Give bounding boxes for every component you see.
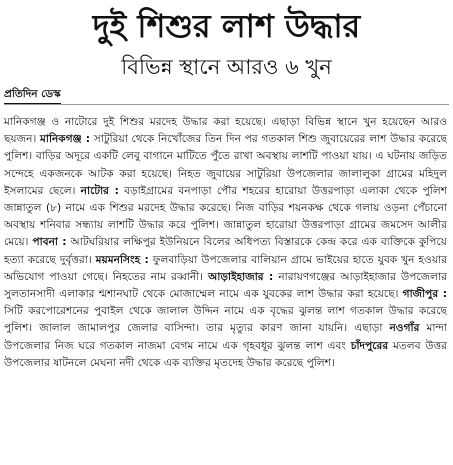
- body-text-segment: মান্দা উপজেলার নিজ ঘরে গতকাল নাজমা বেগম নামে এক গৃহবধূর ঝুলন্ত লাশ এবং: [4, 322, 447, 352]
- location-label: পাবনা :: [32, 236, 67, 249]
- body-text-segment: সিটি করপোরেশনের পুবাইল থেকে জালাল উদ্দিন নামে এক বৃদ্ধের ঝুলন্ত লাশ গতকাল উদ্ধার করেছে পুলিশ। জালাল জামালপুর জেলার বাসিন্দা। তার মৃত্যুর কারণ জানা যায়নি। এছাড়া: [4, 305, 447, 335]
- body-text-segment: ফুলবাড়িয়া উপজেলার বালিয়ান গ্রামে ভাইয়ের হাতে যুবক খুন হওয়ার অভিযোগ পাওয়া গেছে। নিহতের নাম রব্বানী।: [4, 253, 447, 283]
- body-text-segment: মানিকগঞ্জ ও নাটোরে দুই শিশুর মরদেহ উদ্ধার করা হয়েছে। এছাড়া বিভিন্ন স্থানে খুন হয়েছেন আরও ছয়জন।: [4, 116, 447, 146]
- body-text-segment: আটঘরিয়ার লক্ষিপুর ইউনিয়নে বিলের অধিপত্য বিস্তারকে কেন্দ্র করে এক ব্যক্তিকে কুপিয়ে হত্যা করেছে দুর্বৃত্তরা।: [4, 236, 447, 266]
- body-text-segment: বড়াইগ্রামের বনপাড়া পৌর শহরের হারোয়া উত্তরপাড়া এলাকা থেকে পুলিশ জান্নাতুল (৮) নামে এক শিশুর মরদেহ উদ্ধার করেছে। নিজ বাড়ির শয়নকক্ষ থেকে গলায় ওড়না পেঁচানো অবস্থায় শনিবার সন্ধ্যায় লাশটি উদ্ধার করে পুলিশ। জান্নাতুল হারোয়া উত্তরপাড়া গ্রামের জমসেদ আলীর মেয়ে।: [4, 184, 447, 249]
- body-text-segment: মতলব উত্তর উপজেলার ষাটনলে মেঘনা নদী থেকে এক ব্যক্তির মৃতদেহ উদ্ধার করেছে পুলিশ।: [4, 339, 447, 369]
- location-label: ময়মনসিংহ :: [95, 253, 149, 266]
- location-label: নওগাঁর: [389, 322, 420, 335]
- location-label: আড়াইহাজার :: [208, 270, 274, 283]
- headline: দুই শিশুর লাশ উদ্ধার: [92, 7, 361, 45]
- location-label: নাটোর :: [80, 184, 119, 197]
- article-body: [4, 114, 447, 462]
- body-text-segment: সাটুরিয়া থেকে নিখোঁজের তিন দিন পর গতকাল শিশু জুবায়েরের লাশ উদ্ধার করেছে পুলিশ। বাড়ির অদূরে একটি লেবু বাগানে মাটিতে পুঁতে রাখা অবস্থায় লাশটি পাওয়া যায়। এ ঘটনায় জড়িত সন্দেহে একজনকে আটক করা হয়েছে। নিহত জুবায়ের সাটুরিয়া উপজেলার জালালুকা গ্রামের মহিদুল ইসলামের ছেলে।: [4, 133, 447, 197]
- body-text-segment: নারায়ণগঞ্জের আড়াইহাজার উপজেলার সুলতানসাদী এলাকার শ্মশানঘাট থেকে মোজাম্মেল নামে এক যুবকের লাশ উদ্ধার করা হয়েছে।: [4, 270, 447, 301]
- location-label: চাঁদপুরের: [350, 339, 389, 352]
- subheadline: বিভিন্ন স্থানে আরও ৬ খুন: [121, 55, 332, 79]
- location-label: গাজীপুর :: [402, 288, 447, 301]
- byline: প্রতিদিন ডেস্ক: [4, 87, 61, 104]
- location-label: মানিকগঞ্জ :: [40, 133, 91, 146]
- byline-divider: [4, 104, 449, 105]
